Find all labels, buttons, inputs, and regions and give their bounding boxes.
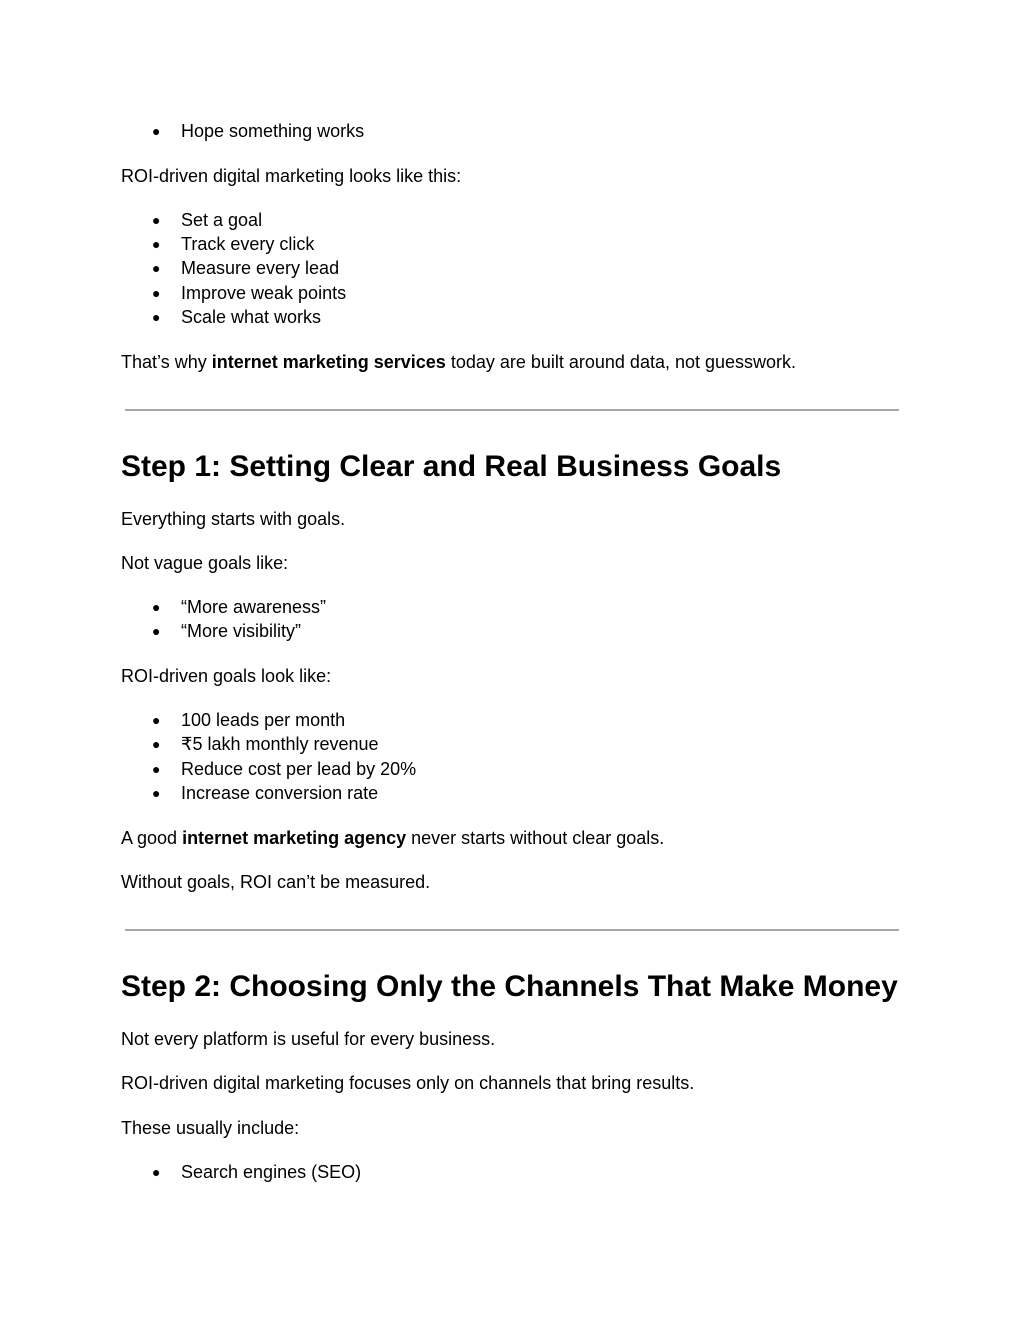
bullet-icon: ●: [152, 212, 161, 228]
horizontal-rule: [125, 409, 899, 411]
list-item: Search engines (SEO): [181, 1162, 362, 1182]
bullet-icon: ●: [152, 123, 161, 139]
paragraph: [121, 351, 796, 373]
text-run: today are built around data, not guesswork.: [445, 352, 797, 372]
paragraph: These usually include:: [121, 1118, 300, 1138]
paragraph: ROI-driven digital marketing looks like this:: [121, 166, 462, 186]
list-item: Reduce cost per lead by 20%: [181, 759, 417, 779]
section-heading: Step 1: Setting Clear and Real Business Goals: [121, 450, 782, 483]
bullet-icon: ●: [152, 785, 161, 801]
bullet-icon: ●: [152, 736, 161, 752]
paragraph: Without goals, ROI can’t be measured.: [121, 872, 431, 892]
bullet-icon: ●: [152, 260, 161, 276]
paragraph: [121, 827, 664, 849]
bullet-icon: ●: [152, 285, 161, 301]
paragraph: Not vague goals like:: [121, 553, 289, 573]
list-item: Measure every lead: [181, 258, 340, 278]
paragraph: ROI-driven digital marketing focuses only on channels that bring results.: [121, 1073, 695, 1093]
section-heading: Step 2: Choosing Only the Channels That Make Money: [121, 970, 898, 1003]
list-item: Increase conversion rate: [181, 783, 379, 803]
bullet-icon: ●: [152, 599, 161, 615]
bold-text: internet marketing services: [211, 352, 446, 372]
paragraph: ROI-driven goals look like:: [121, 666, 332, 686]
paragraph: Not every platform is useful for every business.: [121, 1029, 496, 1049]
bullet-icon: ●: [152, 623, 161, 639]
bullet-icon: ●: [152, 236, 161, 252]
list-item: “More visibility”: [181, 621, 302, 641]
list-item: Scale what works: [181, 307, 322, 327]
list-item: ₹5 lakh monthly revenue: [181, 734, 379, 754]
text-run: A good: [121, 828, 183, 848]
bullet-icon: ●: [152, 1164, 161, 1180]
text-run: That’s why: [121, 352, 212, 372]
list-item: Improve weak points: [181, 283, 347, 303]
list-item: 100 leads per month: [181, 710, 346, 730]
bullet-icon: ●: [152, 309, 161, 325]
bullet-icon: ●: [152, 712, 161, 728]
list-item: “More awareness”: [181, 597, 327, 617]
horizontal-rule: [125, 929, 899, 931]
bullet-icon: ●: [152, 761, 161, 777]
list-item: Track every click: [181, 234, 315, 254]
bold-text: internet marketing agency: [182, 828, 407, 848]
text-run: never starts without clear goals.: [406, 828, 665, 848]
paragraph: Everything starts with goals.: [121, 509, 346, 529]
list-item: Set a goal: [181, 210, 263, 230]
list-item: Hope something works: [181, 121, 365, 141]
